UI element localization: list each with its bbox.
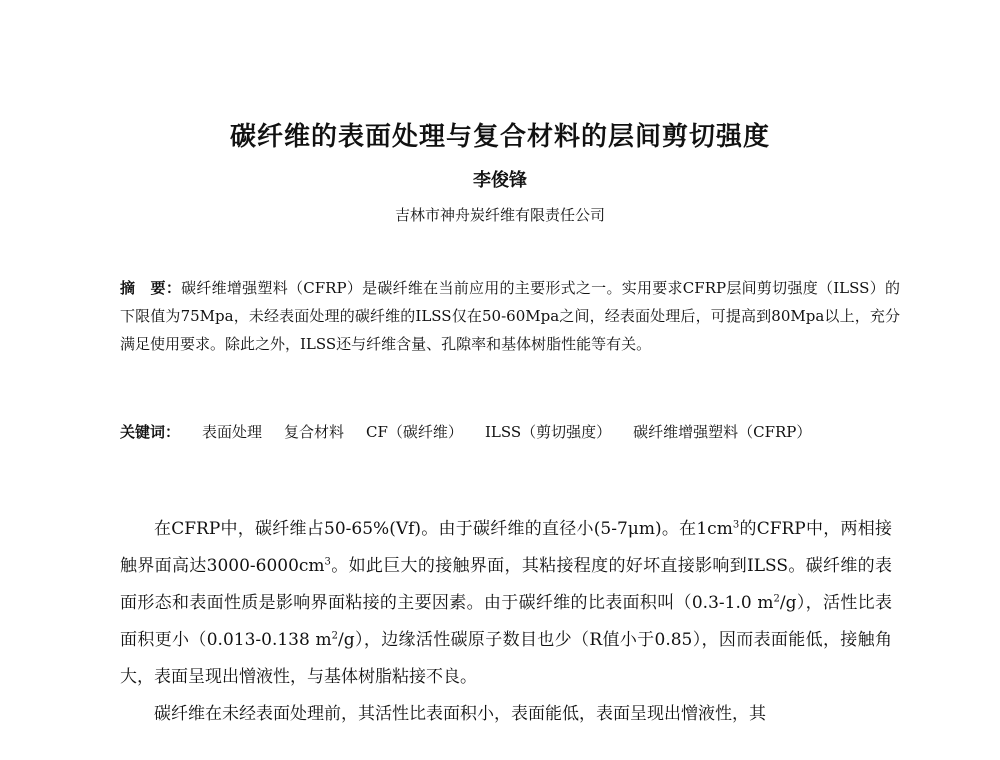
keyword-item: 表面处理 (202, 423, 263, 441)
author-name: 李俊锋 (473, 170, 527, 191)
superscript: 2 (773, 593, 780, 605)
body-text-run: /g），边缘活性碳原子数目也少（R值小于0.85），因而表面能低，接触角大，表面呈现出憎液性，与基体树脂粘接不良。 (120, 630, 892, 687)
body-text-run: 的CFRP中，两相接触界面高达3000-6000cm (120, 519, 892, 576)
abstract-label: 摘 要： (120, 279, 182, 297)
superscript: 3 (324, 556, 331, 568)
body-text-run: 。如此巨大的接触界面，其粘接程度的好坏直接影响到ILSS。碳纤维的表面形态和表面性质是影响界面粘接的主要因素。由于碳纤维的比表面积叫（0.3-1.0 m (120, 556, 892, 613)
keyword-item: 碳纤维增强塑料（CFRP） (633, 423, 812, 441)
abstract (120, 274, 900, 358)
keywords (120, 418, 900, 446)
body-paragraph-1 (120, 511, 892, 696)
superscript: 3 (732, 519, 740, 531)
paper-title: 碳纤维的表面处理与复合材料的层间剪切强度 (229, 122, 770, 152)
keyword-item: ILSS（剪切强度） (484, 423, 612, 441)
abstract-text: 碳纤维增强塑料（CFRP）是碳纤维在当前应用的主要形式之一。实用要求CFRP层间剪切强度（ILSS）的下限值为75Mpa，未经表面处理的碳纤维的ILSS仅在50-60Mpa之间，经表面处理后，可提高到80Mpa以上，充分满足使用要求。除此之外，ILSS还与纤维含量、孔隙率和基体树脂性能等有关。 (120, 279, 900, 353)
body-text-run: 在CFRP中，碳纤维占50-65%(Vf)。由于碳纤维的直径小(5-7μm)。在1cm (154, 519, 733, 539)
body-text-run: /g），活性比表面积更小（0.013-0.138 m (120, 593, 892, 650)
keywords-label: 关键词： (120, 423, 181, 441)
keyword-item: 复合材料 (284, 423, 345, 441)
superscript: 2 (331, 630, 339, 642)
body-text (120, 511, 892, 733)
author-affiliation: 吉林市神舟炭纤维有限责任公司 (394, 206, 605, 224)
keyword-item: CF（碳纤维） (366, 423, 463, 441)
body-paragraph-2: 碳纤维在未经表面处理前，其活性比表面积小，表面能低，表面呈现出憎液性，其 (154, 704, 766, 724)
